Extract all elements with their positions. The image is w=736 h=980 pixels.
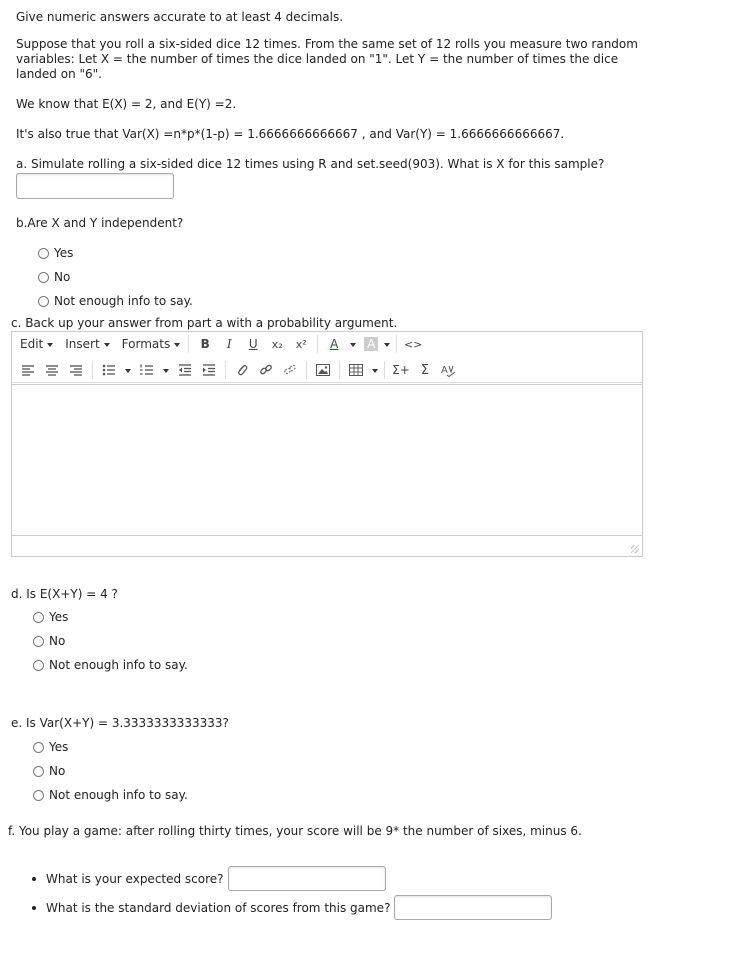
std-dev-label: What is the standard deviation of scores from this game? <box>46 900 391 915</box>
toolbar-divider <box>306 361 307 379</box>
outdent-icon[interactable] <box>175 360 195 380</box>
std-dev-input[interactable] <box>394 895 552 920</box>
part-b-option-no[interactable] <box>38 268 193 286</box>
part-e-options <box>33 738 188 804</box>
menu-edit-label: Edit <box>20 337 44 351</box>
chevron-down-icon <box>47 343 53 347</box>
toolbar-divider <box>317 335 318 353</box>
radio-button[interactable] <box>33 790 44 801</box>
table-icon[interactable] <box>346 360 366 380</box>
part-f-question: f. You play a game: after rolling thirty times, your score will be 9* the number of sixes, minus 6. <box>8 824 582 838</box>
background-color-button[interactable]: A <box>364 337 378 351</box>
chevron-down-icon[interactable] <box>125 369 131 373</box>
toolbar-divider <box>396 335 397 353</box>
rich-text-editor <box>11 331 643 557</box>
list-item <box>32 893 552 922</box>
menu-formats-label: Formats <box>121 337 171 351</box>
align-left-icon[interactable] <box>18 360 38 380</box>
chevron-down-icon <box>104 343 110 347</box>
align-right-icon[interactable] <box>66 360 86 380</box>
menu-formats[interactable] <box>122 337 181 351</box>
bold-button[interactable]: B <box>200 337 210 351</box>
toolbar-divider <box>339 361 340 379</box>
bullet-icon <box>32 906 36 910</box>
option-label: Yes <box>49 610 69 624</box>
part-c-question: c. Back up your answer from part a with a probability argument. <box>11 316 398 330</box>
svg-text:A: A <box>441 365 448 376</box>
radio-button[interactable] <box>33 660 44 671</box>
toolbar-divider <box>92 361 93 379</box>
part-d-option-not-enough-info[interactable] <box>33 656 188 674</box>
radio-button[interactable] <box>38 248 49 259</box>
toolbar-divider <box>384 361 385 379</box>
list-item <box>32 864 552 893</box>
instruction-text: Give numeric answers accurate to at least 4 decimals. <box>16 10 344 24</box>
menu-insert[interactable] <box>65 337 109 351</box>
part-f-list <box>32 864 552 922</box>
editor-menubar <box>12 332 642 356</box>
option-label: Not enough info to say. <box>49 658 188 672</box>
image-icon[interactable] <box>313 360 333 380</box>
expected-score-label: What is your expected score? <box>46 871 224 886</box>
sigma-button[interactable]: Σ <box>420 362 430 378</box>
editor-content-area[interactable] <box>12 384 642 556</box>
part-e-option-not-enough-info[interactable] <box>33 786 188 804</box>
part-e-question: e. Is Var(X+Y) = 3.3333333333333? <box>11 716 229 730</box>
numbered-list-icon[interactable] <box>137 360 157 380</box>
chevron-down-icon[interactable] <box>163 369 169 373</box>
bullet-icon <box>32 877 36 881</box>
radio-button[interactable] <box>33 612 44 623</box>
chevron-down-icon[interactable] <box>372 369 378 373</box>
superscript-button[interactable]: x² <box>295 337 307 351</box>
radio-button[interactable] <box>33 742 44 753</box>
part-b-option-not-enough-info[interactable] <box>38 292 193 310</box>
option-label: No <box>49 764 66 778</box>
source-code-button[interactable]: <> <box>404 337 423 351</box>
subscript-button[interactable]: x₂ <box>271 337 283 351</box>
unlink-icon[interactable] <box>280 360 300 380</box>
spellcheck-icon[interactable] <box>439 360 459 380</box>
menu-edit[interactable] <box>20 337 53 351</box>
option-label: No <box>54 270 71 284</box>
chevron-down-icon <box>174 343 180 347</box>
option-label: No <box>49 634 66 648</box>
option-label: Not enough info to say. <box>49 788 188 802</box>
expectation-text: We know that E(X) = 2, and E(Y) =2. <box>16 97 237 111</box>
indent-icon[interactable] <box>199 360 219 380</box>
scenario-text: Suppose that you roll a six-sided dice 12 times. From the same set of 12 rolls you measure two random variables: Let X = the number of times the dice landed on "1". Let Y = the number of times the dice landed on "6". <box>16 37 638 81</box>
option-label: Yes <box>49 740 69 754</box>
attachment-icon[interactable] <box>232 360 252 380</box>
option-label: Yes <box>54 246 74 260</box>
part-a-answer-input[interactable] <box>16 173 174 199</box>
toolbar-divider <box>188 335 189 353</box>
part-d-options <box>33 608 188 674</box>
resize-handle-icon[interactable] <box>631 545 639 553</box>
font-color-button[interactable]: A <box>330 337 339 351</box>
link-icon[interactable] <box>256 360 276 380</box>
radio-button[interactable] <box>33 636 44 647</box>
toolbar-divider <box>225 361 226 379</box>
option-label: Not enough info to say. <box>54 294 193 308</box>
radio-button[interactable] <box>38 272 49 283</box>
bullet-list-icon[interactable] <box>99 360 119 380</box>
underline-button[interactable]: U <box>248 337 258 351</box>
align-center-icon[interactable] <box>42 360 62 380</box>
expected-score-input[interactable] <box>228 866 386 891</box>
part-d-option-no[interactable] <box>33 632 188 650</box>
part-b-options <box>38 244 193 310</box>
part-a-question: a. Simulate rolling a six-sided dice 12 times using R and set.seed(903). What is X for this sample? <box>16 157 605 171</box>
chevron-down-icon[interactable] <box>384 343 390 347</box>
part-e-option-yes[interactable] <box>33 738 188 756</box>
radio-button[interactable] <box>38 296 49 307</box>
menu-insert-label: Insert <box>65 337 100 351</box>
part-d-question: d. Is E(X+Y) = 4 ? <box>11 587 118 601</box>
part-b-question: b.Are X and Y independent? <box>16 216 184 230</box>
chevron-down-icon[interactable] <box>350 343 356 347</box>
editor-statusbar <box>12 535 642 556</box>
italic-button[interactable]: I <box>226 337 232 351</box>
part-e-option-no[interactable] <box>33 762 188 780</box>
part-d-option-yes[interactable] <box>33 608 188 626</box>
sigma-plus-button[interactable]: Σ+ <box>392 363 410 377</box>
variance-text: It's also true that Var(X) =n*p*(1-p) = 1.6666666666667 , and Var(Y) = 1.6666666666667. <box>16 127 565 141</box>
radio-button[interactable] <box>33 766 44 777</box>
part-b-option-yes[interactable] <box>38 244 193 262</box>
editor-toolbar-row <box>12 358 642 383</box>
